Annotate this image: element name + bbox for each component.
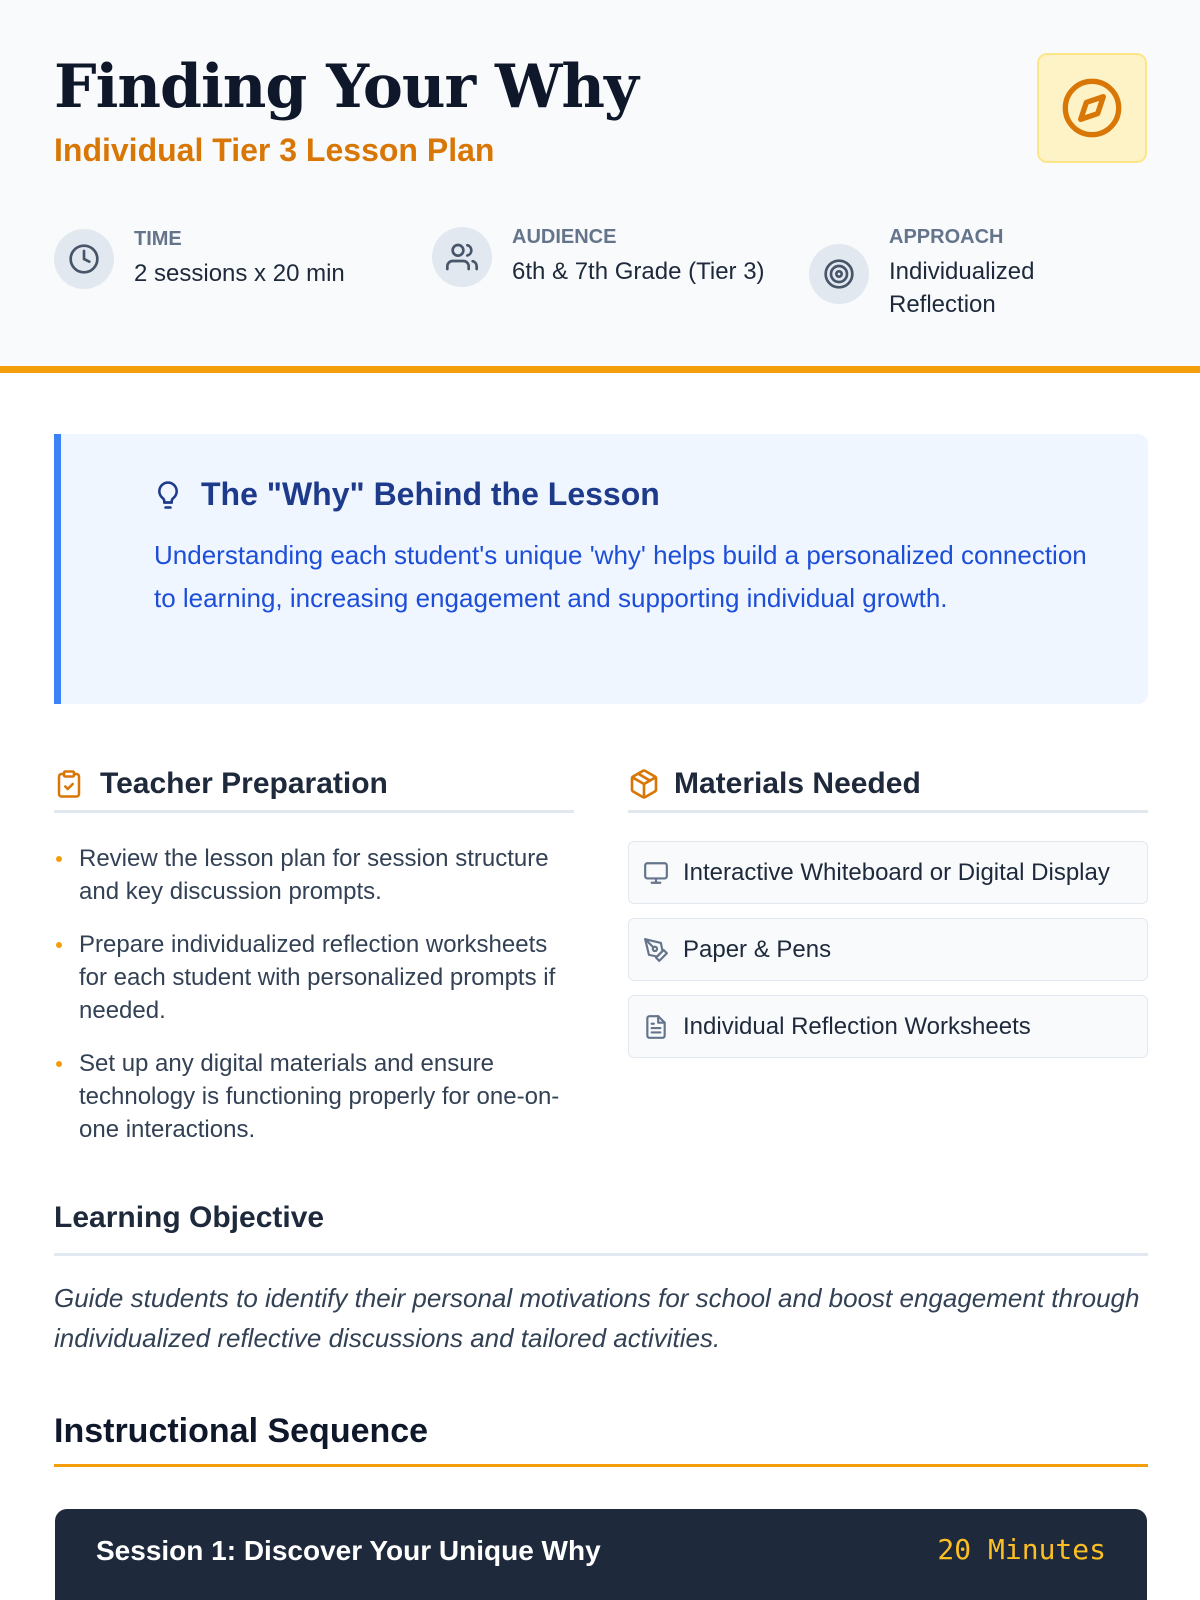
bullet-icon (56, 942, 62, 948)
material-item (628, 918, 1148, 981)
why-callout (54, 434, 1148, 704)
material-label: Paper & Pens (683, 935, 832, 963)
meta-audience (432, 226, 772, 288)
list-item (54, 1047, 574, 1146)
pen-tool-icon (643, 937, 669, 963)
meta-approach (809, 226, 1109, 321)
session-title: Session 1: Discover Your Unique Why (96, 1535, 601, 1566)
meta-time (54, 228, 374, 290)
lightbulb-icon (153, 480, 183, 510)
file-text-icon (643, 1014, 669, 1040)
page-title: Finding Your Why (54, 52, 638, 122)
material-label: Interactive Whiteboard or Digital Display (683, 858, 1110, 886)
list-item-text: Review the lesson plan for session structure and key discussion prompts. (79, 845, 549, 905)
users-icon (446, 241, 478, 273)
material-item (628, 841, 1148, 904)
materials-heading (628, 757, 1148, 813)
list-item-text: Set up any digital materials and ensure technology is functioning properly for one-on-one interactions. (79, 1050, 560, 1143)
preparation-heading (54, 757, 574, 813)
page-subtitle: Individual Tier 3 Lesson Plan (54, 132, 495, 168)
session-duration: 20 Minutes (937, 1533, 1106, 1566)
list-item (54, 928, 574, 1027)
why-text: Understanding each student's unique 'why' helps build a personalized connection to learning, increasing engagement and supporting individual growth. (154, 540, 1087, 613)
meta-label: TIME (134, 228, 182, 250)
lesson-header (0, 0, 1200, 373)
meta-value: 2 sessions x 20 min (134, 260, 345, 287)
bullet-icon (56, 856, 62, 862)
meta-label: AUDIENCE (512, 226, 617, 248)
monitor-icon (643, 860, 669, 886)
target-icon (823, 258, 855, 290)
session-header (55, 1509, 1147, 1600)
package-icon (628, 768, 660, 800)
meta-label: APPROACH (889, 226, 1004, 248)
preparation-title: Teacher Preparation (100, 766, 388, 800)
clipboard-check-icon (54, 769, 84, 799)
bullet-icon (56, 1061, 62, 1067)
compass-icon (1060, 76, 1124, 140)
logo-badge (1037, 53, 1147, 163)
materials-title: Materials Needed (674, 766, 921, 800)
objective-text: Guide students to identify their personal motivations for school and boost engagement through individualized reflective discussions and tailored activities. (54, 1283, 1140, 1353)
list-item-text: Prepare individualized reflection worksheets for each student with personalized prompts if needed. (79, 931, 556, 1024)
material-label: Individual Reflection Worksheets (683, 1012, 1031, 1040)
objective-heading: Learning Objective (54, 1201, 1148, 1256)
meta-value: 6th & 7th Grade (Tier 3) (512, 258, 765, 285)
why-title: The "Why" Behind the Lesson (201, 476, 660, 512)
sequence-heading: Instructional Sequence (54, 1412, 1148, 1467)
clock-icon (68, 243, 100, 275)
list-item (54, 842, 574, 908)
meta-value: Individualized Reflection (889, 258, 1035, 318)
material-item (628, 995, 1148, 1058)
preparation-list (54, 842, 574, 1166)
